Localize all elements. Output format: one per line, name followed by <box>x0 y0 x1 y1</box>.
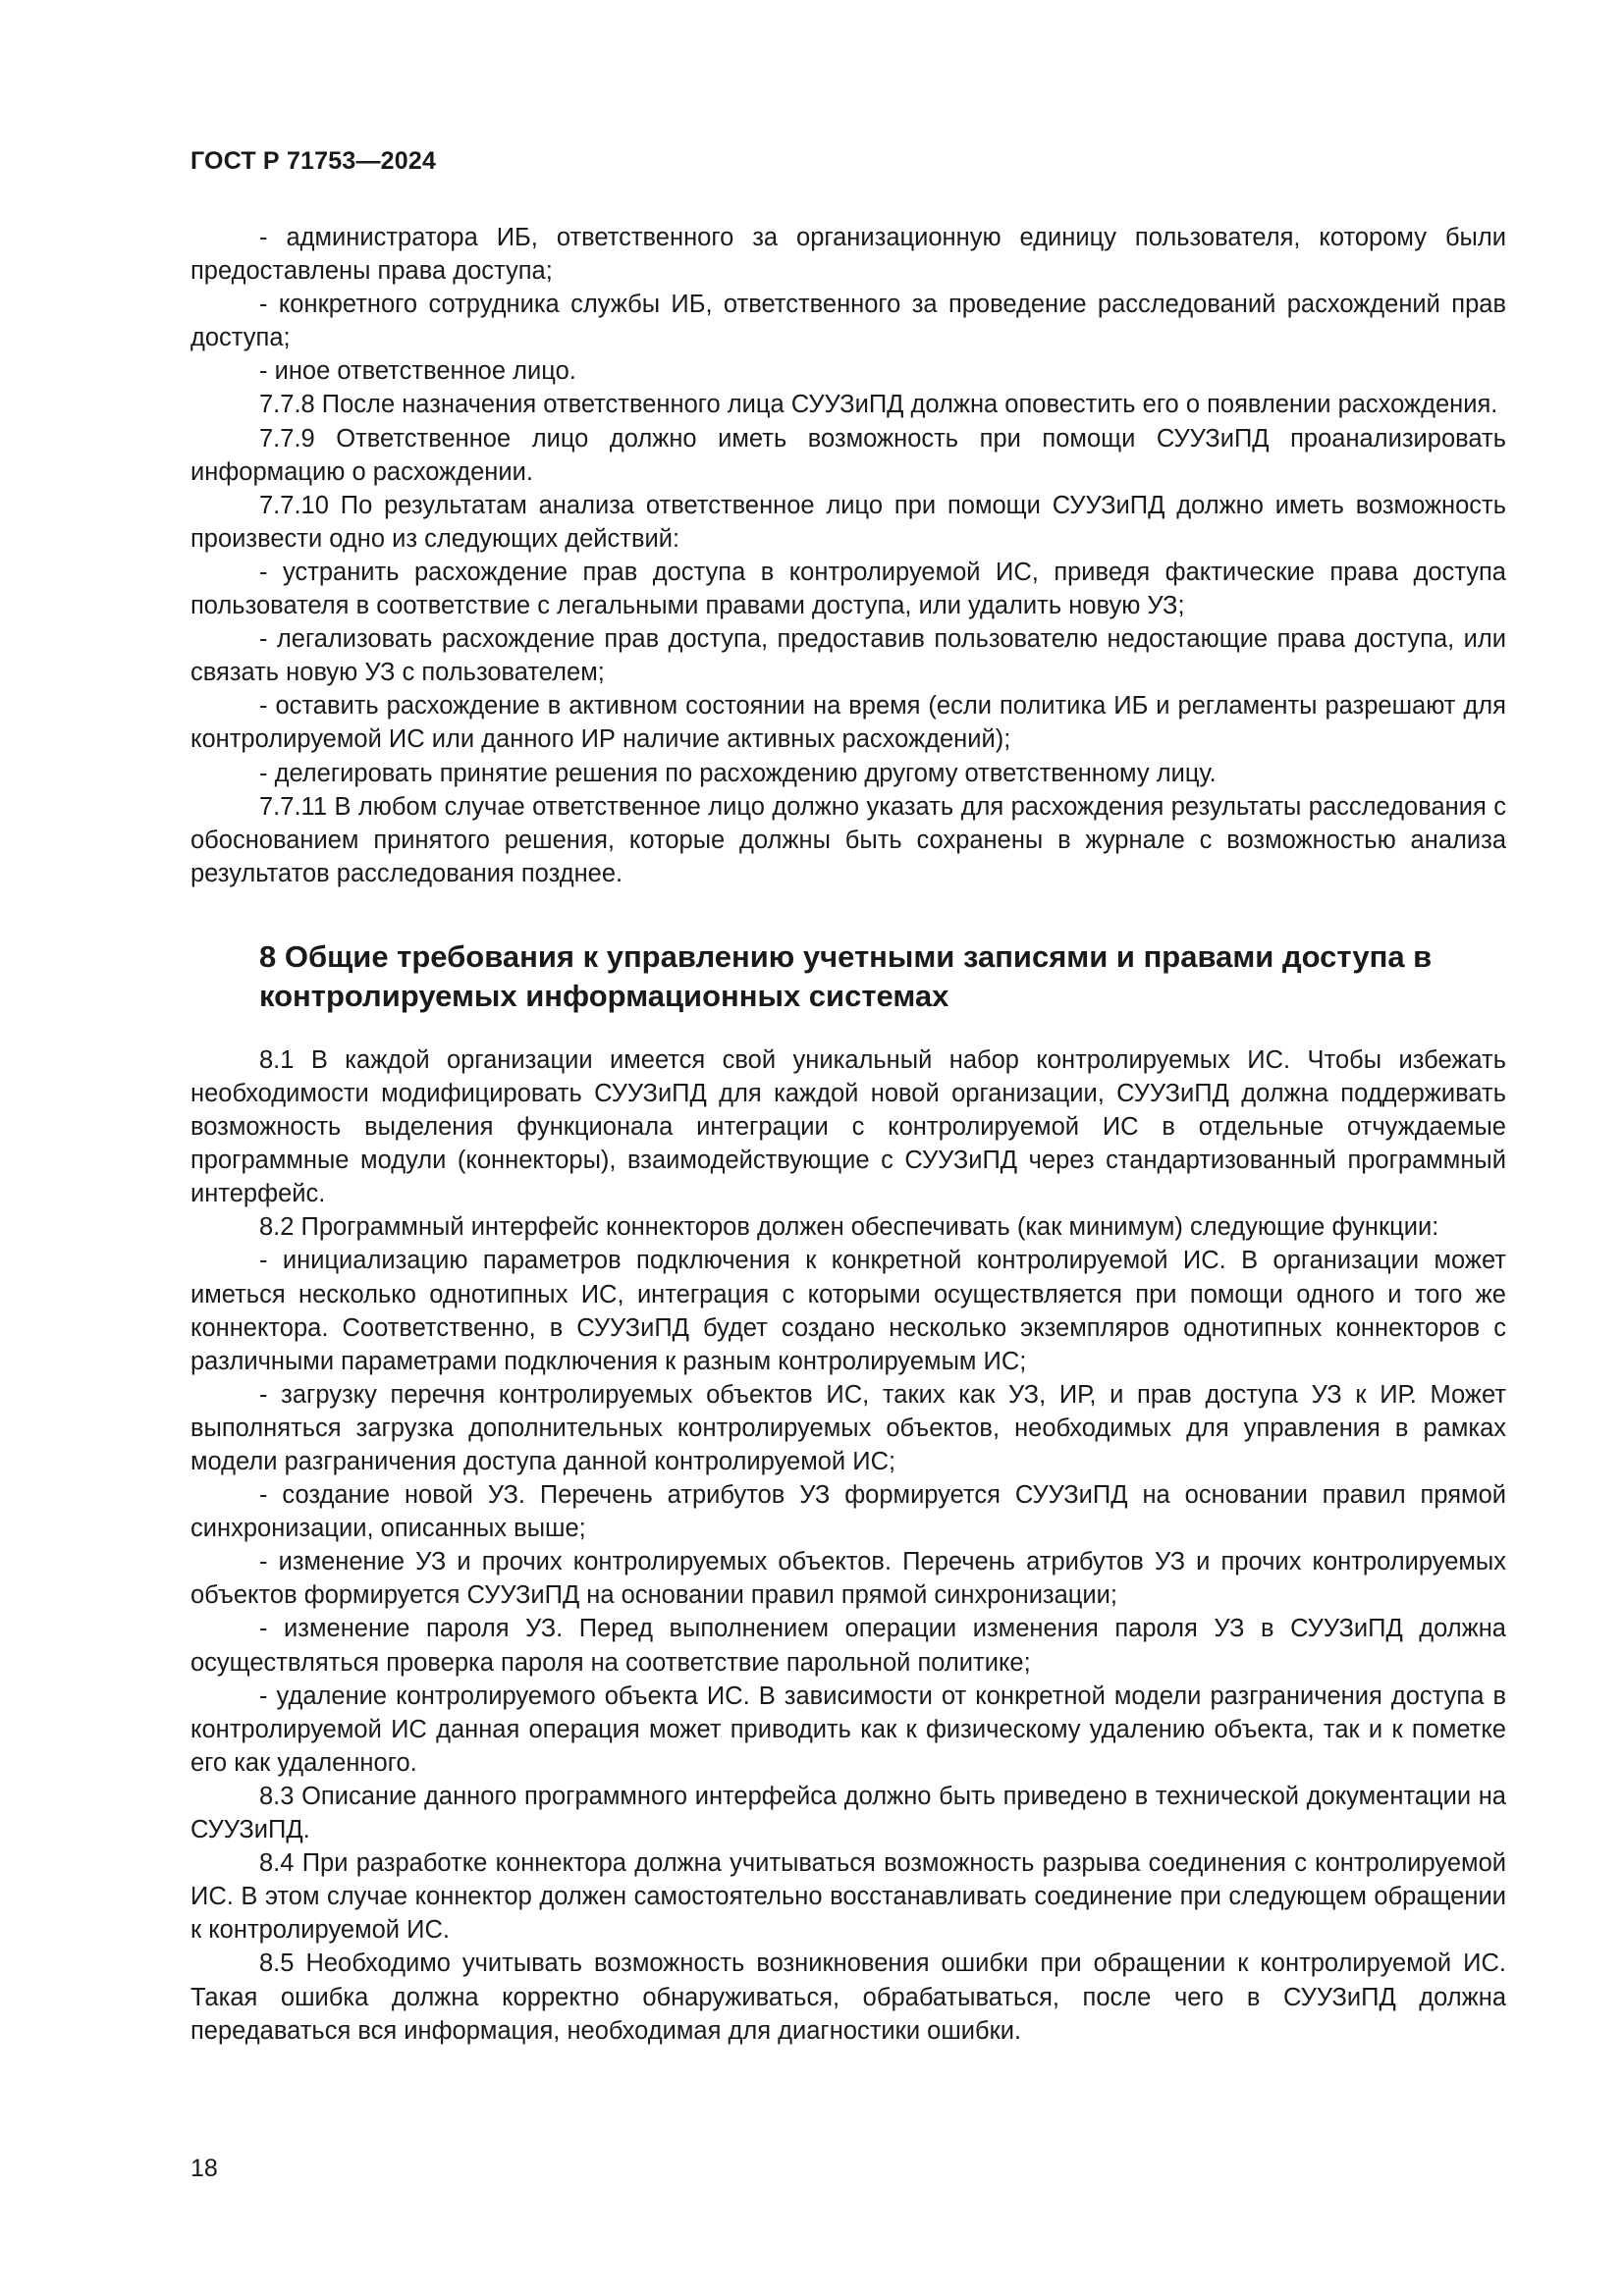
paragraph: - оставить расхождение в активном состоянии на время (если политика ИБ и регламенты разрешают для контролируемой ИС или данного ИР наличие активных расхождений); <box>190 692 1506 754</box>
paragraph: - иное ответственное лицо. <box>259 357 576 386</box>
paragraph: 8.3 Описание данного программного интерфейса должно быть приведено в технической документации на СУУЗиПД. <box>190 1782 1506 1844</box>
section-heading: 8 Общие требования к управлению учетными записями и правами доступа в контролируемых информационных системах <box>259 938 1433 1013</box>
paragraph: 8.2 Программный интерфейс коннекторов должен обеспечивать (как минимум) следующие функции: <box>259 1213 1439 1242</box>
paragraph: 8.5 Необходимо учитывать возможность возникновения ошибки при обращении к контролируемой ИС. Такая ошибка должна корректно обнаруживаться, обрабатываться, после чего в СУУЗиПД должна передаваться вся информация, необходимая для диагностики ошибки. <box>190 1949 1506 2045</box>
paragraph: 8.4 При разработке коннектора должна учитываться возможность разрыва соединения с контролируемой ИС. В этом случае коннектор должен самостоятельно восстанавливать соединение при следующем обращении к контролируемой ИС. <box>190 1849 1506 1945</box>
paragraph: - администратора ИБ, ответственного за организационную единицу пользователя, которому были предоставлены права доступа; <box>190 224 1506 286</box>
paragraph: 7.7.9 Ответственное лицо должно иметь возможность при помощи СУУЗиПД проанализировать информацию о расхождении. <box>190 424 1506 486</box>
paragraph: - загрузку перечня контролируемых объектов ИС, таких как УЗ, ИР, и прав доступа УЗ к ИР. Может выполняться загрузка дополнительных контролируемых объектов, необходимых для управления в рамках модели разграничения доступа данной контролируемой ИС; <box>190 1380 1506 1475</box>
page-number: 18 <box>190 2155 218 2182</box>
paragraph: - изменение пароля УЗ. Перед выполнением операции изменения пароля УЗ в СУУЗиПД должна осуществляться проверка пароля на соответствие парольной политике; <box>190 1615 1506 1677</box>
paragraph: - делегировать принятие решения по расхождению другому ответственному лицу. <box>259 759 1217 787</box>
paragraph: 8.1 В каждой организации имеется свой уникальный набор контролируемых ИС. Чтобы избежать необходимости модифицировать СУУЗиПД для каждой новой организации, СУУЗиПД должна поддерживать возможность выделения функционала интеграции с контролируемой ИС в отдельные отчуждаемые программные модули (коннекторы), взаимодействующие с СУУЗиПД через стандартизованный программный интерфейс. <box>190 1045 1506 1208</box>
paragraph: - создание новой УЗ. Перечень атрибутов УЗ формируется СУУЗиПД на основании правил прямой синхронизации, описанных выше; <box>190 1481 1506 1543</box>
paragraph: 7.7.11 В любом случае ответственное лицо должно указать для расхождения результаты расследования с обоснованием принятого решения, которые должны быть сохранены в журнале с возможностью анализа результатов расследования позднее. <box>190 792 1506 887</box>
paragraph: - конкретного сотрудника службы ИБ, ответственного за проведение расследований расхождений прав доступа; <box>190 291 1506 352</box>
document-code: ГОСТ Р 71753—2024 <box>190 147 437 175</box>
document-body <box>190 221 1506 2048</box>
paragraph: 7.7.10 По результатам анализа ответственное лицо при помощи СУУЗиПД должно иметь возможность произвести одно из следующих действий: <box>190 491 1506 553</box>
paragraph: - устранить расхождение прав доступа в контролируемой ИС, приведя фактические права доступа пользователя в соответствие с легальными правами доступа, или удалить новую УЗ; <box>190 558 1506 620</box>
paragraph: - легализовать расхождение прав доступа, предоставив пользователю недостающие права доступа, или связать новую УЗ с пользователем; <box>190 625 1506 687</box>
paragraph: 7.7.8 После назначения ответственного лица СУУЗиПД должна оповестить его о появлении расхождения. <box>259 391 1498 419</box>
paragraph: - изменение УЗ и прочих контролируемых объектов. Перечень атрибутов УЗ и прочих контролируемых объектов формируется СУУЗиПД на основании правил прямой синхронизации; <box>190 1548 1506 1610</box>
paragraph: - удаление контролируемого объекта ИС. В зависимости от конкретной модели разграничения доступа в контролируемой ИС данная операция может приводить как к физическому удалению объекта, так и к пометке его как удаленного. <box>190 1682 1506 1777</box>
paragraph: - инициализацию параметров подключения к конкретной контролируемой ИС. В организации может иметься несколько однотипных ИС, интеграция с которыми осуществляется при помощи одного и того же коннектора. Соответственно, в СУУЗиПД будет создано несколько экземпляров однотипных коннекторов с различными параметрами подключения к разным контролируемым ИС; <box>190 1247 1506 1375</box>
